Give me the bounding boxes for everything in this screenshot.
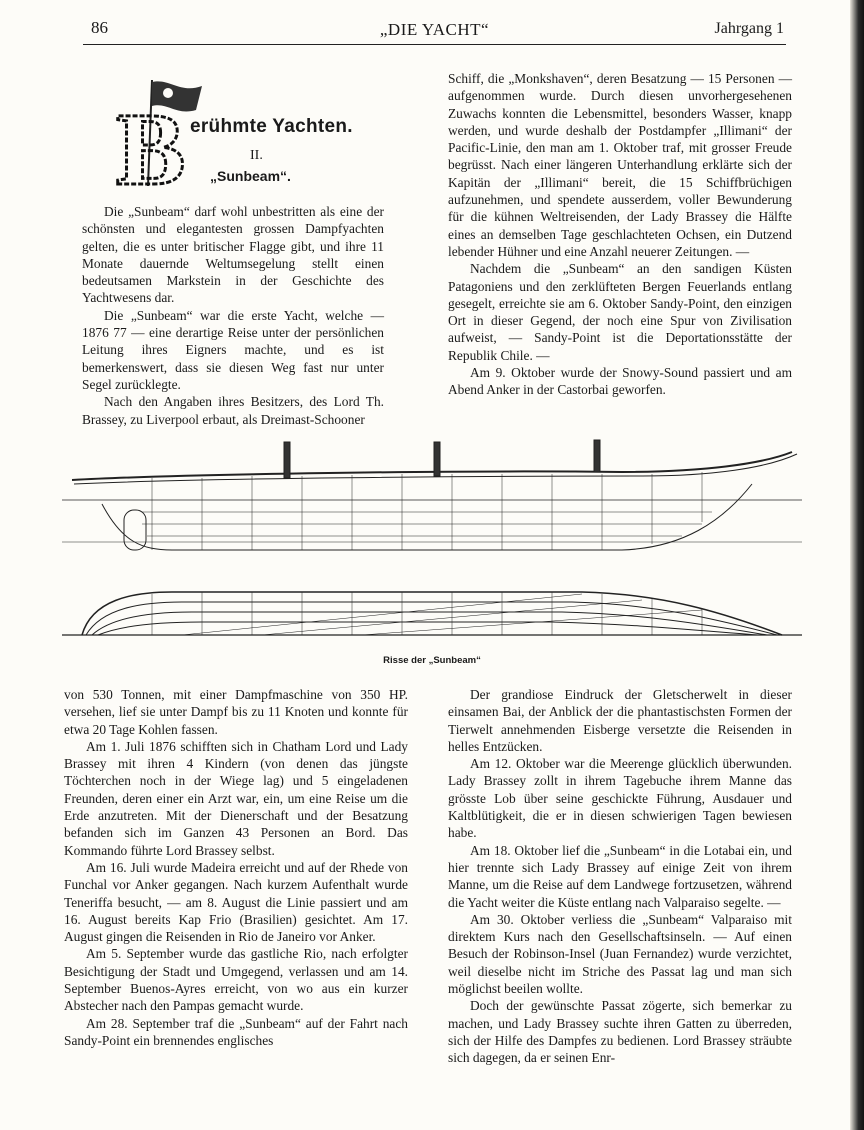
paragraph: Am 5. September wurde das gastliche Rio, nach erfolgter Besichtigung der Stadt und Umgegend, verlassen und am 14. September Buenos-Ayres erreicht, von wo aus ein kurzer Abstecher nach den Pampas gemacht wurde. xyxy=(64,946,408,1014)
column-left-bottom xyxy=(64,686,408,1049)
scan-edge xyxy=(850,0,864,1130)
svg-text:B: B xyxy=(116,92,186,196)
paragraph: Am 16. Juli wurde Madeira erreicht und auf der Rhede von Funchal vor Anker gegangen. Nach kurzem Aufenthalt wurde Teneriffa besucht, — am 8. August die Linie passiert und am 16. August bereits Kap Frio (Brasilien) gesichtet. Am 17. August gingen die Reisenden in Rio de Janeiro vor Anker. xyxy=(64,859,408,945)
paragraph: Am 28. September traf die „Sunbeam“ auf der Fahrt nach Sandy-Point ein brennendes englisches xyxy=(64,1015,408,1048)
article-heading xyxy=(110,76,410,196)
header-rule xyxy=(83,44,786,45)
paragraph: Am 12. Oktober war die Meerenge glücklich überwunden. Lady Brassey zollt in ihrem Tagebuche ihrem Manne das grösste Lob über seine geschickte Führung, Ausdauer und Kaltblütigkeit, die er in diesen schwierigen Tagen bewiesen habe. xyxy=(448,756,792,841)
article-part-number: II. xyxy=(250,148,263,163)
sheer-plan xyxy=(62,440,802,550)
article-subtitle: „Sunbeam“. xyxy=(210,168,291,184)
paragraph: Am 18. Oktober lief die „Sunbeam“ in die Lotabai ein, und hier trennte sich Lady Brassey auf einige Zeit von ihrem Manne, um die Reise auf dem Landwege fortzusetzen, während die Yacht weiter die Küste entlang nach Valparaiso segelte. — xyxy=(448,842,792,910)
paragraph: Am 1. Juli 1876 schifften sich in Chatham Lord und Lady Brassey mit ihren 4 Kindern (von denen das jüngste Töchterchen noch in der Wiege lag) und 5 eingeladenen Freunden, deren einer ein Arzt war, ein, um eine Reise um die Erde anzutreten. Mit der Dienerschaft und der Besatzung befanden sich im Ganzen 43 Personen an Bord. Das Kommando führte Lord Brassey selbst. xyxy=(64,738,408,858)
column-right-top xyxy=(448,70,792,399)
paragraph: Schiff, die „Monkshaven“, deren Besatzung — 15 Personen — aufgenommen wurde. Durch diesen unvorhergesehenen Zuwachs konnten die Lebensmittel, besonders Wasser, knapp werden, und wurde deshalb der Postdampfer „Illimani“ der Pacific-Linie, den man am 1. Oktober traf, mit grosser Freude begrüsst. Nach einer längeren Unterhandlung erklärte sich der Kapitän der „Illimani“ bereit, die 15 Schiffbrüchigen aufzunehmen, und spendete ausserdem, voller Bewunderung für die kühnen Weltreisenden, der Lady Brassey die Hälfte eines an demselben Tage geschlachteten Ochsen, ein Dutzend lebender Hühner und eine Anzahl neuerer Zeitungen. — xyxy=(448,71,792,259)
paragraph: Der grandiose Eindruck der Gletscherwelt in dieser einsamen Bai, der Anblick der die phantastischsten Formen der Tierwelt annehmenden Eisberge versetzte die Reisenden in helles Entzücken. xyxy=(448,687,792,754)
running-header xyxy=(85,16,784,46)
paragraph: Doch der gewünschte Passat zögerte, sich bemerkar zu machen, und Lady Brassey suchte ihren Gatten zu überreden, sich der Hilfe des Dampfes zu bedienen. Lord Brassey sträubte sich dagegen, da er seinen Enr- xyxy=(448,998,792,1066)
page-number: 86 xyxy=(91,18,108,37)
journal-title: „DIE YACHT“ xyxy=(379,20,490,39)
column-left-top xyxy=(82,203,384,428)
figure-caption: Risse der „Sunbeam“ xyxy=(383,655,481,666)
ship-lines-drawing xyxy=(62,432,802,644)
paragraph: Die „Sunbeam“ darf wohl unbestritten als eine der schönsten und elegantesten grossen Dampfyachten gelten, die es unter britischer Flagge gibt, und ihre 11 Monate dauernde Weltumsegelung stellt einen bedeutsamen Markstein in der Geschichte des Yachtwesens dar. xyxy=(82,204,384,306)
paragraph: von 530 Tonnen, mit einer Dampfmaschine von 350 HP. versehen, lief sie unter Dampf bis zu 11 Knoten und konnte für etwa 20 Tage Kohlen fassen. xyxy=(64,687,408,737)
paragraph: Die „Sunbeam“ war die erste Yacht, welche — 1876 77 — eine derartige Reise unter der persönlichen Leitung ihres Eigners machte, und es ist bemerkenswert, dass sie diesen Weg fast nur unter Segel zurücklegte. xyxy=(82,307,384,392)
half-breadth-plan xyxy=(62,592,802,635)
volume-label: Jahrgang 1 xyxy=(714,20,784,37)
column-right-bottom xyxy=(448,686,792,1067)
paragraph: Nach den Angaben ihres Besitzers, des Lord Th. Brassey, zu Liverpool erbaut, als Dreimast-Schooner xyxy=(82,394,384,427)
paragraph: Nachdem die „Sunbeam“ an den sandigen Küsten Patagoniens und den zerklüfteten Bergen Feuerlands entlang gesegelt, erreichte sie am 6. Oktober Sandy-Point, den einzigen Ort in dieser Gegend, der noch eine Spur von Zivilisation aufweist, — Sandy-Point ist die Deportationsstätte der Republik Chile. — xyxy=(448,261,792,363)
article-title: erühmte Yachten. xyxy=(190,116,353,137)
paragraph: Am 30. Oktober verliess die „Sunbeam“ Valparaiso mit direktem Kurs nach den Gesellschaftsinseln. — Auf einen Besuch der Robinson-Insel (Juan Fernandez) wurde verzichtet, weil dieselbe nicht im Striche des Passat lag und man sich möglichst beeilen wollte. xyxy=(448,911,792,997)
paragraph: Am 9. Oktober wurde der Snowy-Sound passiert und am Abend Anker in der Castorbai geworfen. xyxy=(448,365,792,398)
